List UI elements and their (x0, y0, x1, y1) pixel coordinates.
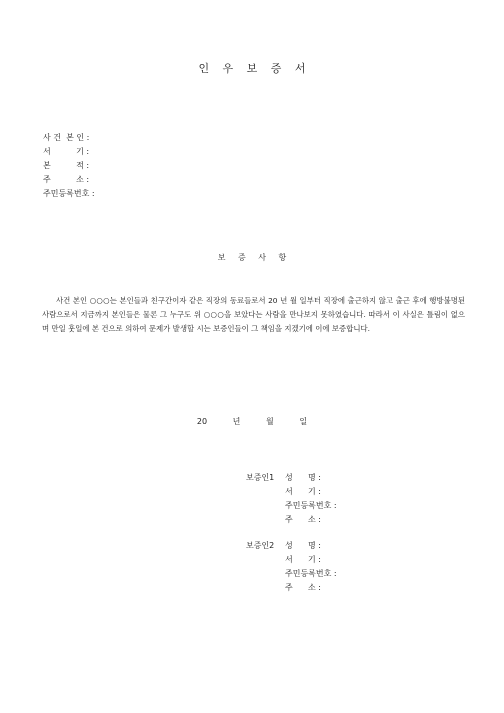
guarantor-2-signature-label: 서 기 : (285, 555, 321, 564)
guarantor-1-address-label: 주 소 : (285, 515, 321, 524)
subject-name-label: 사 건 본 인 : (43, 133, 90, 142)
guarantee-body-text: 사건 본인 ○○○는 본인들과 친구간이자 같은 직장의 동료들로서 20 년 월 일부터 직장에 출근하지 않고 출근 후에 행방불명된 사람으로서 지금까지 본인들은 물론 그 누구도 위 ○○○을 보았다는 사람을 만나보지 못하였습니다. 따라서 이 사실은 틀림이 없으며 만일 훗일에 본 건으로 의하여 문제가 발생할 시는 보증인들이 그 책임을 지겠기에 이에 보증합니다. (42, 296, 465, 333)
date-line: 20 년 월 일 (196, 417, 308, 426)
guarantor-1-signature-label: 서 기 : (285, 487, 321, 496)
section-title: 보 증 사 항 (217, 253, 287, 262)
guarantor-1-name-label: 성 명 : (285, 473, 321, 482)
guarantor-2-address-label: 주 소 : (285, 583, 321, 592)
guarantor-2-label: 보증인2 (246, 541, 275, 550)
guarantor-1-label: 보증인1 (246, 473, 275, 482)
subject-signature-label: 서 기 : (43, 147, 90, 156)
subject-address-label: 주 소 : (43, 175, 90, 184)
subject-id-label: 주민등록번호 : (43, 189, 95, 198)
guarantor-2-id-label: 주민등록번호 : (285, 569, 337, 578)
guarantor-1-id-label: 주민등록번호 : (285, 501, 337, 510)
subject-origin-label: 본 적 : (43, 161, 90, 170)
document-title: 인 우 보 증 서 (198, 62, 306, 75)
guarantor-2-name-label: 성 명 : (285, 541, 321, 550)
